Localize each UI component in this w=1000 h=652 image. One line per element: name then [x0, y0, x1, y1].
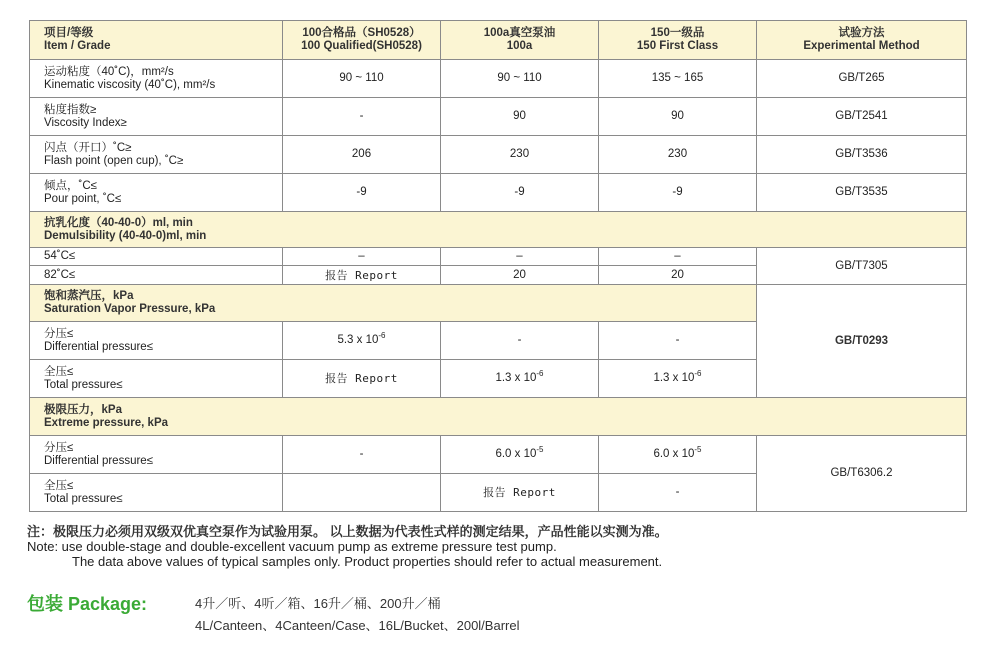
row-label-cn: 运动粘度（40˚C)，mm²/s	[44, 65, 174, 78]
footnote-en-line1: Note: use double-stage and double-excellent vacuum pump as extreme pressure test pump.	[27, 539, 557, 554]
table-row	[30, 98, 967, 136]
section-title-en: Extreme pressure, kPa	[44, 416, 169, 429]
header-col1-cn: 100合格品（SH0528）	[302, 27, 421, 39]
cell-col3	[599, 360, 757, 398]
value-base: 1.3 x 10	[653, 372, 695, 384]
row-label	[30, 360, 283, 398]
value-base: 6.0 x 10	[653, 448, 695, 460]
value-exponent: -6	[378, 331, 386, 340]
row-label-en: Total pressure≤	[44, 492, 123, 505]
header-col3	[599, 21, 757, 60]
header-col3-en: 150 First Class	[636, 40, 719, 52]
section-row-demulsibility	[30, 212, 967, 248]
table-row	[30, 436, 967, 474]
package-options-en: 4L/Canteen、4Canteen/Case、16L/Bucket、200l/Barrel	[195, 618, 520, 633]
cell-col2: 报告 Report	[441, 474, 599, 512]
row-label-en: Pour point, ˚C≤	[44, 192, 122, 205]
cell-col2: –	[441, 248, 599, 266]
header-method-en: Experimental Method	[803, 40, 920, 52]
footnote-en-line2: The data above values of typical samples only. Product properties should refer to actual measurement.	[72, 554, 663, 569]
cell-col1: -	[283, 98, 441, 136]
row-label: 82˚C≤	[30, 266, 283, 285]
cell-col1: 206	[283, 136, 441, 174]
row-label	[30, 474, 283, 512]
cell-col2: 20	[441, 266, 599, 285]
header-item-en: Item / Grade	[44, 40, 111, 52]
section-title-en: Saturation Vapor Pressure, kPa	[44, 303, 216, 315]
row-label-cn: 分压≤	[44, 441, 74, 454]
header-col2-cn: 100a真空泵油	[483, 27, 556, 39]
row-label-cn: 粘度指数≥	[44, 103, 97, 116]
cell-col2: 90 ~ 110	[441, 60, 599, 98]
row-label-cn: 全压≤	[44, 479, 74, 492]
cell-col2: 90	[441, 98, 599, 136]
header-item	[30, 21, 283, 60]
header-col1	[283, 21, 441, 60]
row-label-en: Differential pressure≤	[44, 454, 154, 467]
value-base: 6.0 x 10	[495, 448, 537, 460]
value-base: 5.3 x 10	[337, 334, 379, 346]
value-base: 1.3 x 10	[495, 372, 537, 384]
cell-col3: -	[599, 322, 757, 360]
row-label	[30, 322, 283, 360]
header-col3-cn: 150一级品	[650, 27, 705, 39]
row-label-cn: 全压≤	[44, 365, 74, 378]
cell-col2	[441, 436, 599, 474]
cell-col2: -9	[441, 174, 599, 212]
section-row-vapor	[30, 285, 967, 322]
row-label-en: Differential pressure≤	[44, 340, 154, 353]
cell-method: GB/T265	[757, 60, 967, 98]
header-col2-en: 100a	[506, 40, 533, 52]
cell-col3	[599, 436, 757, 474]
package-label: 包装 Package:	[27, 594, 148, 614]
row-label-en: Kinematic viscosity (40˚C), mm²/s	[44, 78, 216, 91]
cell-col1: -9	[283, 174, 441, 212]
cell-col1: -	[283, 436, 441, 474]
cell-col1: 报告 Report	[283, 360, 441, 398]
value-exponent: -6	[536, 369, 544, 378]
header-method	[757, 21, 967, 60]
header-col1-en: 100 Qualified(SH0528)	[301, 40, 422, 52]
table-row	[30, 136, 967, 174]
header-method-cn: 试验方法	[838, 27, 885, 39]
cell-col2	[441, 360, 599, 398]
row-label-en: Viscosity Index≥	[44, 116, 127, 129]
value-exponent: -5	[536, 445, 544, 454]
cell-method: GB/T2541	[757, 98, 967, 136]
cell-method: GB/T6306.2	[757, 436, 967, 512]
cell-col1: 90 ~ 110	[283, 60, 441, 98]
cell-col3: 230	[599, 136, 757, 174]
section-title-cn: 极限压力，kPa	[44, 403, 122, 416]
table-row	[30, 60, 967, 98]
row-label	[30, 98, 283, 136]
section-title-en: Demulsibility (40-40-0)ml, min	[44, 229, 207, 242]
row-label-cn: 倾点，˚C≤	[44, 179, 97, 192]
cell-method: GB/T3535	[757, 174, 967, 212]
method-text: GB/T0293	[834, 334, 889, 347]
row-label	[30, 174, 283, 212]
cell-col3: 135 ~ 165	[599, 60, 757, 98]
section-title-cn: 饱和蒸汽压，kPa	[44, 290, 134, 302]
row-label-cn: 闪点（开口）˚C≥	[44, 141, 132, 154]
row-label	[30, 436, 283, 474]
cell-col2: -	[441, 322, 599, 360]
header-item-cn: 项目/等级	[44, 27, 94, 39]
table-row	[30, 248, 967, 266]
row-label	[30, 60, 283, 98]
cell-col3: -	[599, 474, 757, 512]
value-exponent: -6	[694, 369, 702, 378]
section-title-cn: 抗乳化度（40-40-0）ml, min	[44, 216, 193, 229]
row-label	[30, 136, 283, 174]
row-label: 54˚C≤	[30, 248, 283, 266]
footnote	[27, 524, 967, 569]
cell-col1: –	[283, 248, 441, 266]
row-label-en: Flash point (open cup), ˚C≥	[44, 154, 184, 167]
section-title	[30, 285, 757, 322]
section-title	[30, 398, 967, 436]
section-title	[30, 212, 967, 248]
row-label-en: Total pressure≤	[44, 378, 123, 391]
cell-col3: –	[599, 248, 757, 266]
specification-table	[29, 20, 967, 512]
cell-method: GB/T7305	[757, 248, 967, 285]
cell-col2: 230	[441, 136, 599, 174]
header-col2	[441, 21, 599, 60]
footnote-cn: 注：极限压力必须用双级双优真空泵作为试验用泵。 以上数据为代表性式样的测定结果，产品性能以实测为准。	[27, 524, 668, 539]
package-options-cn: 4升／听、4听／箱、16升／桶、200升／桶	[195, 596, 441, 611]
cell-method: GB/T3536	[757, 136, 967, 174]
cell-col3: 90	[599, 98, 757, 136]
cell-col1	[283, 322, 441, 360]
cell-col1: 报告 Report	[283, 266, 441, 285]
cell-col3: -9	[599, 174, 757, 212]
row-label-cn: 分压≤	[44, 327, 74, 340]
header-row	[30, 21, 967, 60]
section-row-extreme	[30, 398, 967, 436]
cell-col3: 20	[599, 266, 757, 285]
value-exponent: -5	[694, 445, 702, 454]
cell-method	[757, 285, 967, 398]
cell-col1	[283, 474, 441, 512]
table-row	[30, 174, 967, 212]
